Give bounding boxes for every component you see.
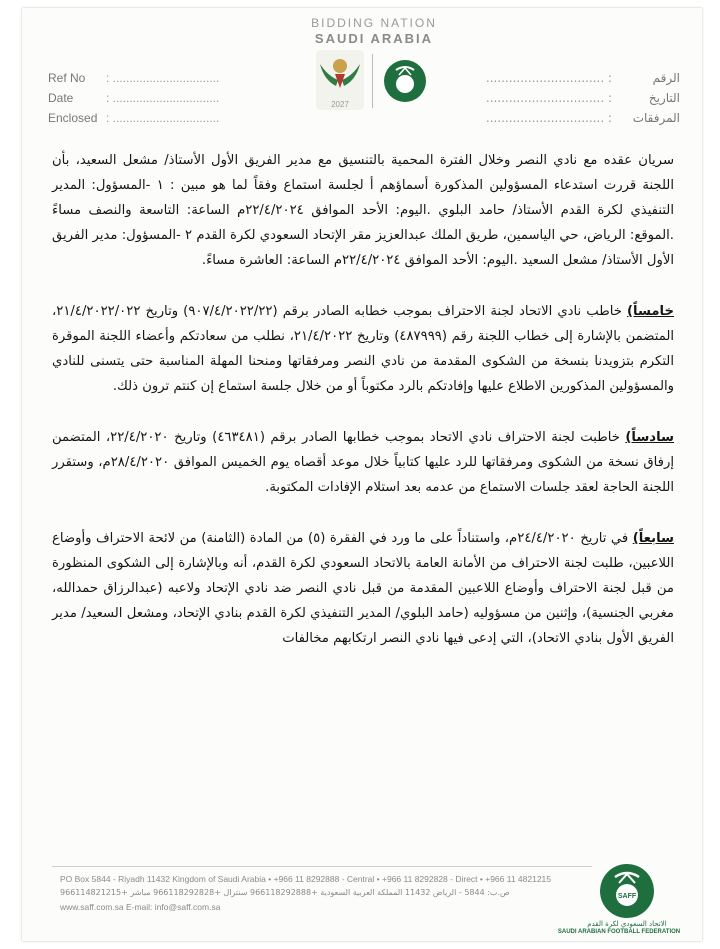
date-row: Date : ................................	[48, 91, 220, 105]
reference-fields-ar	[485, 68, 680, 128]
enclosed-ar-row: المرفقات: ...............................	[485, 111, 680, 125]
footer-contact	[60, 872, 620, 914]
federation-name-ar: الاتحاد السعودي لكرة القدم	[587, 920, 667, 928]
reference-fields-en	[48, 68, 248, 128]
bid-title-line2: SAUDI ARABIA	[314, 31, 434, 46]
letter-body	[52, 148, 674, 651]
bid-logo-block	[304, 16, 444, 114]
footer-address-en: PO Box 5844 - Riyadh 11432 Kingdom of Saudi Arabia • +966 11 8292888 - Central • +966 11 8292828 - Direct • +966 11 4821215	[60, 874, 552, 884]
paragraph-sixth-lead: سادساً)	[625, 430, 674, 445]
saff-small-logo-icon	[382, 58, 428, 104]
ref-no-ar-row: الرقم: ...............................	[485, 71, 680, 85]
logo-divider	[372, 54, 373, 108]
saff-logo-icon	[598, 862, 656, 920]
paragraph-hearing-details: سريان عقده مع نادي النصر وخلال الفترة المحمية بالتنسيق مع مدير الفريق الأول الأستاذ/ مشعل السعيد، بأن اللجنة قررت استدعاء المسؤولين المذكورة أسماؤهم أ لجلسة استماع وفقاً لما هو مبين : ١ -المسؤول: المدير التنفيذي لكرة القدم الأستاذ/ حامد البلوي .اليوم: الأحد الموافق ٢٢/٤/٢٠٢٤م الساعة: التاسعة والنصف مساءً .الموقع: الرياض، حي الياسمين، طريق الملك عبدالعزيز مقر الإتحاد السعودي لكرة القدم ٢ -المسؤول: مدير الفريق الأول الأستاذ/ مشعل السعيد .اليوم: الأحد الموافق ٢٢/٤/٢٠٢٤م الساعة: العاشرة مساءً.	[52, 153, 674, 268]
letter-page	[22, 8, 702, 941]
saff-logo-label: SAFF	[617, 893, 637, 900]
enclosed-row: Enclosed : ................................	[48, 111, 220, 125]
footer-address-ar: ص.ب: 5844 - الرياض 11432 المملكة العربية السعودية +966118292888 سنترال +966118292828 مباشر +966114821215	[60, 888, 510, 897]
date-ar-row: التاريخ: ...............................	[485, 91, 680, 105]
paragraph-fifth-text: خاطب نادي الاتحاد لجنة الاحتراف بموجب خطابه الصادر برقم (٩٠٧/٤/٢٠٢٢/٢٢) وتاريخ ٢١/٤/٢٠٢٢/٠٢٢، المتضمن بالإشارة إلى خطاب اللجنة رقم (٤٨٧٩٩٩) وتاريخ ٢١/٤/٢٠٢٢، نطلب من سعادتكم وأعضاء اللجنة الموقرة التكرم بتزويدنا بنسخة من الشكوى المقدمة من نادي النصر ومرفقاتها ومنحنا المهلة المناسبة حتى يتسنى للنادي والمسؤولين المذكورين الاطلاع عليها وإفادتكم بالرد مكتوباً أو من خلال جلسة استماع إن كنتم ترون ذلك.	[52, 304, 675, 394]
paragraph-seventh-text: في تاريخ ٢٤/٤/٢٠٢٠م، واستناداً على ما ورد في الفقرة (٥) من المادة (الثامنة) من لائحة الاحتراف وأوضاع اللاعبين، طلبت لجنة الاحتراف من الأمانة العامة بالاتحاد السعودي لكرة القدم، أنه وبالإشارة إلى الشكوى المنظورة من قبل لجنة الاحتراف وأوضاع اللاعبين المقدمة من قبل نادي النصر ضد نادي الإتحاد ولاعبه (عبدالرزاق حمدالله، مغربي الجنسية)، وإثنين من مسؤوليه (حامد البلوي/ المدير التنفيذي لكرة القدم بنادي الإتحاد، ومشعل السعيد/ مدير الفريق الأول بنادي الاتحاد)، التي إدعى فيها نادي النصر ارتكابهم مخالفات	[52, 531, 674, 646]
paragraph-seventh	[52, 526, 674, 651]
bid-title-line1: BIDDING NATION	[311, 16, 437, 30]
paragraph-fifth-lead: خامساً)	[626, 304, 675, 319]
federation-name-en: SAUDI ARABIAN FOOTBALL FEDERATION	[557, 929, 681, 935]
footer-web-email: www.saff.com.sa E-mail: info@saff.com.sa	[60, 902, 221, 912]
paragraph-sixth	[52, 425, 674, 500]
paragraph-sixth-text: خاطبت لجنة الاحتراف نادي الاتحاد بموجب خطابها الصادر برقم (٤٦٣٤٨١) وتاريخ ٢٢/٤/٢٠٢٠، المتضمن إرفاق نسخة من الشكوى ومرفقاتها للرد عليها كتابياً خلال موعد أقصاه يوم الخميس الموافق ٢٨/٤/٢٠٢٠م، وستقرر اللجنة الحاجة لعقد جلسات الاستماع من عدمه بعد استلام الإفادات المكتوبة.	[52, 430, 674, 495]
ref-no-row: Ref No : ................................	[48, 71, 220, 85]
paragraph-fifth	[52, 299, 674, 399]
footer-divider	[52, 866, 592, 867]
paragraph-seventh-lead: سابعاً)	[632, 531, 674, 546]
bid-year: 2027	[331, 100, 349, 109]
